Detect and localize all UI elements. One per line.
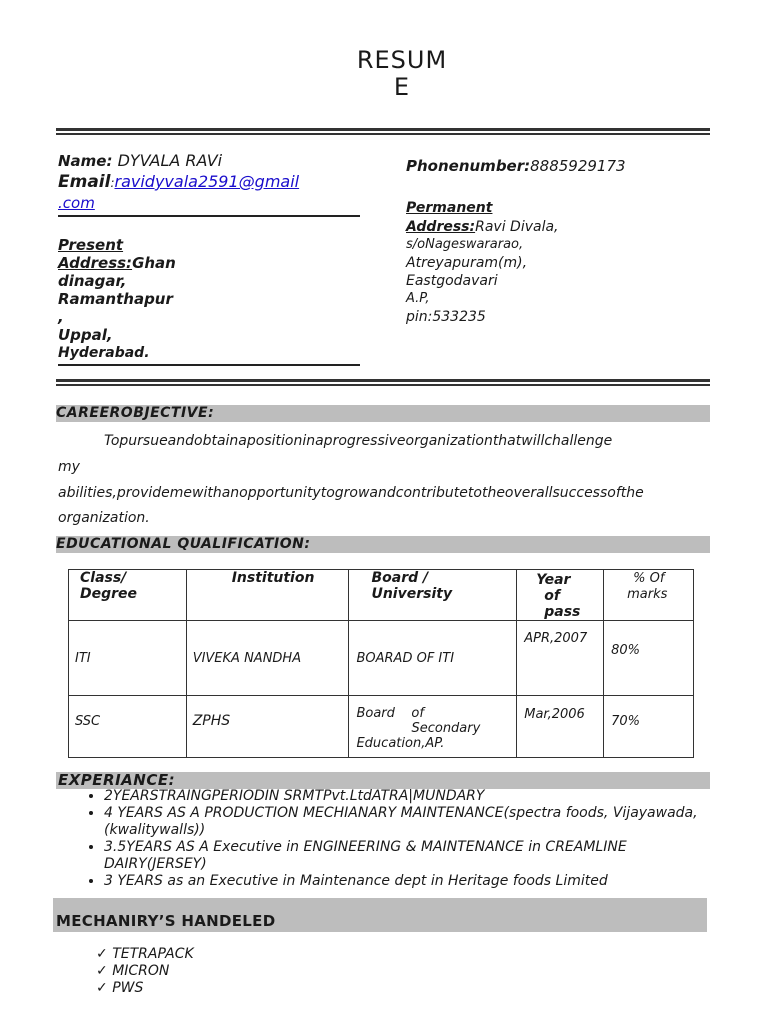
career-line-2: abilities,providemewithanopportunitytogrowandcontributetotheoverallsuccessofthe [58,485,644,501]
row-0-year [517,621,604,696]
list-item [96,946,194,963]
permanent-address [406,200,559,326]
resume-title [0,47,768,101]
row-0-class [69,621,187,696]
checkmark-icon: ✓ [96,980,108,996]
list-item [104,839,724,873]
education-table [68,569,694,758]
title-line-1: RESUM [356,46,448,74]
permanent-line-1: s/oNageswararao, [406,237,524,252]
name-label: Name: [58,152,113,170]
row-0-year-text: APR,2007 [524,631,588,646]
machinery-list [96,946,194,997]
top-rule-1 [56,128,710,131]
row-0-board-text: BOARAD OF ITI [356,650,455,666]
header-year [517,570,604,621]
email-link[interactable]: ravidyvala2591@gmail [114,172,300,191]
header-board-line-2: University [371,586,453,602]
list-item [104,805,724,839]
name-line [58,151,222,170]
header-marks-line-2: marks [627,587,668,602]
row-1-class [69,696,187,758]
header-marks-line-1: % Of [633,571,665,586]
header-class-line-1: Class/ [80,570,127,586]
edu-heading: EDUCATIONAL QUALIFICATION: [56,536,311,552]
career-line-1: my [58,459,80,475]
present-line-1: dinagar, [58,272,127,290]
row-0-marks-text: 80% [611,643,641,658]
left-divider-bottom [58,364,360,366]
header-institution [186,570,349,621]
header-board [349,570,517,621]
present-line-0: Ghan [132,254,176,272]
header-institution-text: Institution [231,570,315,586]
present-line-5: Hyderabad. [58,345,150,361]
table-row [69,696,694,758]
row-0-class-text: ITI [75,650,91,666]
header-year-line-2: of [544,588,560,604]
present-line-2: Ramanthapur [58,290,173,308]
exp-item-1-text: 4 YEARS AS A PRODUCTION MECHIANARY MAINTENANCE(spectra foods, Vijayawada,(kwalitywalls)) [104,805,698,838]
career-line-0: Topursueandobtainapositioninaprogressiveorganizationthatwillchallenge [104,433,613,449]
list-item [96,980,194,997]
row-1-marks [604,696,694,758]
mid-rule-2 [56,384,710,386]
header-year-line-3: pass [544,604,581,620]
exp-item-2-text: 3.5YEARS AS A Executive in ENGINEERING & MAINTENANCE in CREAMLINE DAIRY(JERSEY) [104,839,627,872]
row-0-institution-text: VIVEKA NANDHA [192,650,302,666]
phone-value: 8885929173 [530,157,626,175]
permanent-label-1: Permanent [406,200,493,216]
mach-item-0-text: TETRAPACK [112,946,194,962]
header-class [69,570,187,621]
row-0-institution [186,621,349,696]
title-line-2: E [393,73,411,101]
mach-item-1-text: MICRON [112,963,170,979]
row-1-institution-text: ZPHS [192,713,231,729]
table-row [69,621,694,696]
present-label-2: Address: [58,254,133,272]
mid-rule-1 [56,379,710,382]
mach-item-2-text: PWS [112,980,144,996]
row-1-institution [186,696,349,758]
row-1-board-line-1: Board of [356,706,424,721]
phone-line [406,156,626,175]
present-label-1: Present [58,236,124,254]
permanent-line-3: Eastgodavari [406,273,498,289]
email-link-continued[interactable]: .com [58,194,95,212]
row-1-class-text: SSC [75,714,101,729]
header-board-line-1: Board / [371,570,429,586]
email-line-2 [58,193,95,212]
table-header-row [69,570,694,621]
row-1-board-line-3: Education,AP. [356,736,445,751]
email-line [58,172,299,192]
permanent-line-2: Atreyapuram(m), [406,255,528,271]
email-label: Email [58,172,111,192]
email-colon: : [110,176,115,190]
top-rule-2 [56,133,710,135]
career-line-3: organization. [58,510,150,526]
checkmark-icon: ✓ [96,946,108,962]
header-year-line-1: Year [536,572,571,588]
exp-item-0-text: 2YEARSTRAINGPERIODIN SRMTPvt.LtdATRA|MUNDARY [104,788,485,804]
row-0-marks [604,621,694,696]
row-1-board [349,696,517,758]
permanent-line-4: A.P, [406,291,430,306]
row-0-board [349,621,517,696]
list-item [96,963,194,980]
header-marks [604,570,694,621]
career-heading: CAREEROBJECTIVE: [56,405,215,421]
exp-heading: EXPERIANCE: [58,771,176,789]
permanent-line-5: pin:533235 [406,309,486,325]
name-value: DYVALA RAVi [117,151,223,170]
row-1-year [517,696,604,758]
row-1-year-text: Mar,2006 [524,707,585,722]
experience-list [84,788,724,890]
checkmark-icon: ✓ [96,963,108,979]
phone-label: Phonenumber: [406,157,531,175]
row-1-marks-text: 70% [611,714,641,729]
mach-heading: MECHANIRY’S HANDELED [56,912,276,930]
header-class-line-2: Degree [80,586,138,602]
left-divider-top [58,215,360,217]
list-item [104,873,724,890]
permanent-label-2: Address: [406,219,476,235]
list-item [104,788,724,805]
present-address [58,236,176,362]
present-line-3: , [58,308,64,326]
row-1-board-line-2: Secondary [411,721,481,736]
exp-item-3-text: 3 YEARS as an Executive in Maintenance dept in Heritage foods Limited [104,873,608,889]
present-line-4: Uppal, [58,326,113,344]
permanent-line-0: Ravi Divala, [475,219,559,235]
